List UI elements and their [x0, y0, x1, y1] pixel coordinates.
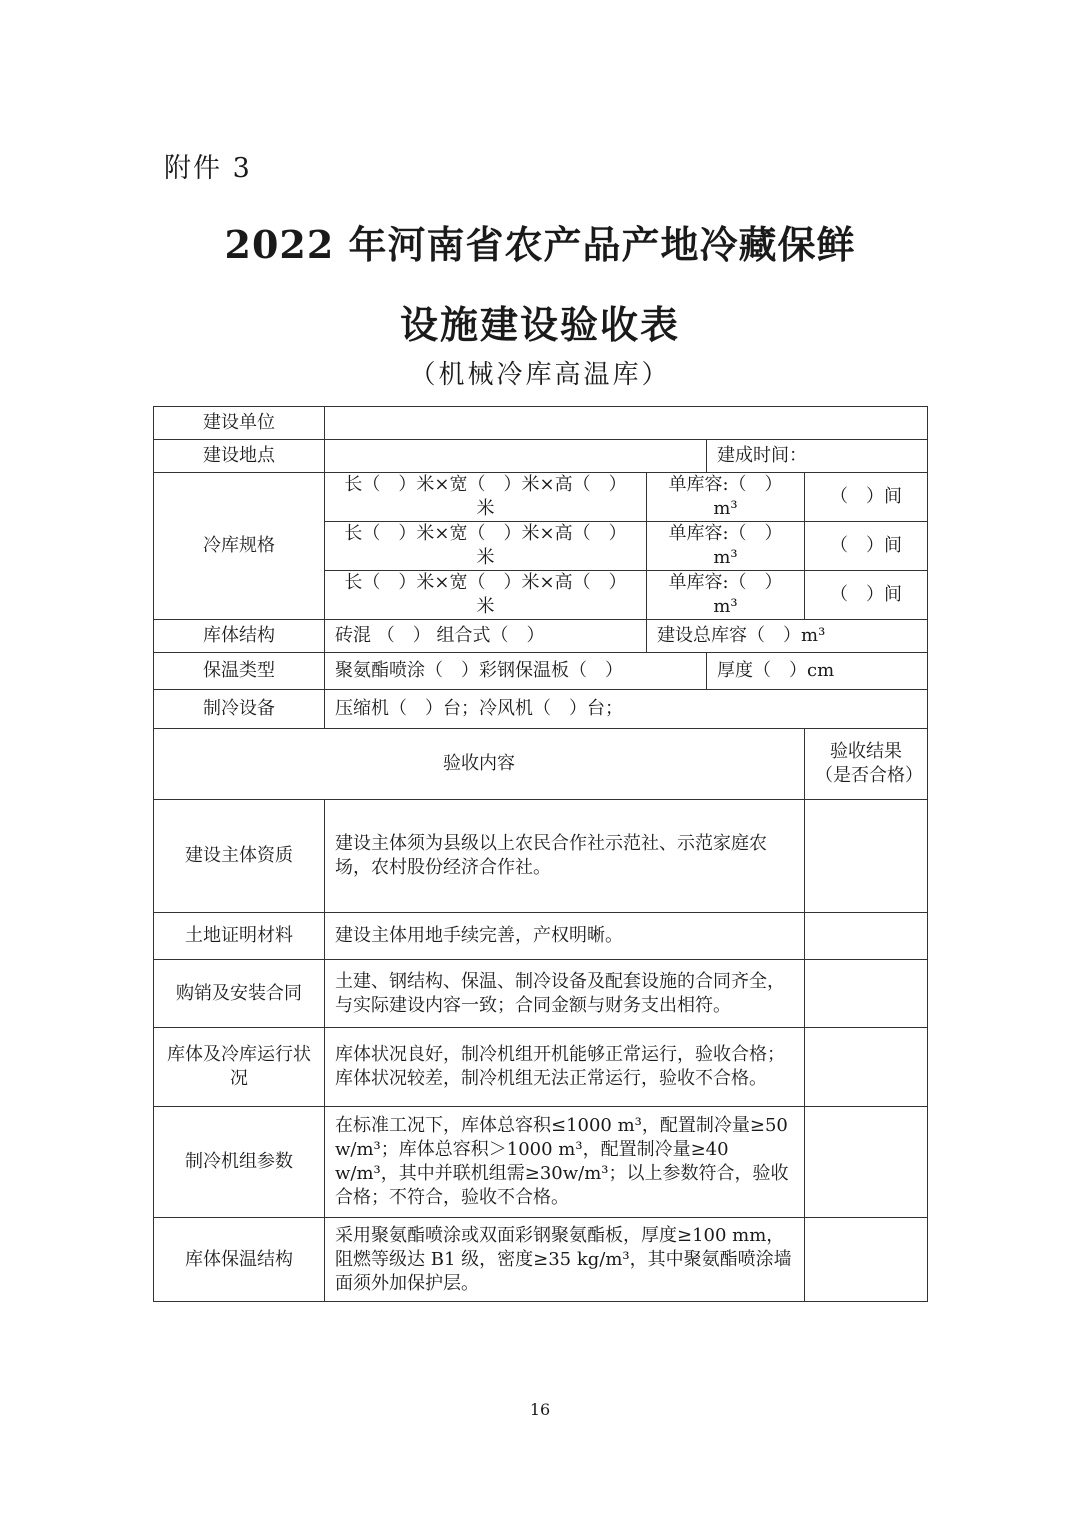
spec-dimensions-line1: 长（ ）米×宽（ ）米×高（ ） — [344, 523, 627, 544]
acceptance-content-header: 验收内容 — [154, 729, 805, 800]
row-acceptance-header — [154, 729, 928, 800]
construction-location-label: 建设地点 — [154, 440, 325, 473]
document-title-line2: 设施建设验收表 — [399, 302, 680, 347]
acceptance-result-field[interactable] — [805, 913, 928, 960]
spec-capacity-line1: 单库容:（ ） — [668, 523, 783, 544]
acceptance-result-field[interactable] — [805, 1107, 928, 1218]
acceptance-result-field[interactable] — [805, 1218, 928, 1302]
document-title-line1: 2022 年河南省农产品产地冷藏保鲜 — [224, 222, 856, 267]
construction-location-field[interactable] — [325, 440, 707, 473]
acceptance-item-content: 库体状况良好，制冷机组开机能够正常运行，验收合格；库体状况较差，制冷机组无法正常运行，验收不合格。 — [325, 1028, 805, 1107]
acceptance-row — [154, 960, 928, 1028]
acceptance-result-header: 验收结果（是否合格） — [805, 729, 928, 800]
spec-dimensions-line1: 长（ ）米×宽（ ）米×高（ ） — [344, 474, 627, 495]
row-insulation — [154, 653, 928, 690]
row-construction-location — [154, 440, 928, 473]
spec-capacity-field[interactable] — [647, 473, 805, 522]
insulation-type-field[interactable]: 聚氨酯喷涂（ ）彩钢保温板（ ） — [325, 653, 707, 690]
spec-capacity-field[interactable] — [647, 571, 805, 620]
structure-label: 库体结构 — [154, 620, 325, 653]
spec-capacity-line1: 单库容:（ ） — [668, 474, 783, 495]
spec-dimensions-field[interactable] — [325, 522, 647, 571]
attachment-label: 附件 3 — [164, 153, 252, 184]
spec-room-count-field[interactable]: （ ）间 — [805, 522, 928, 571]
acceptance-item-label: 购销及安装合同 — [154, 960, 325, 1028]
acceptance-item-label: 制冷机组参数 — [154, 1107, 325, 1218]
acceptance-result-field[interactable] — [805, 1028, 928, 1107]
acceptance-item-content: 建设主体用地手续完善，产权明晰。 — [325, 913, 805, 960]
acceptance-row — [154, 1218, 928, 1302]
spec-capacity-field[interactable] — [647, 522, 805, 571]
acceptance-item-content: 在标准工况下，库体总容积≤1000 m³，配置制冷量≥50 w/m³；库体总容积＞1000 m³，配置制冷量≥40 w/m³，其中并联机组需≥30w/m³；以上参数符合，验收合格；不符合，验收不合格。 — [325, 1107, 805, 1218]
cold-storage-spec-label: 冷库规格 — [154, 473, 325, 620]
acceptance-item-label: 库体保温结构 — [154, 1218, 325, 1302]
completion-time-field[interactable]: 建成时间： — [707, 440, 928, 473]
row-refrigeration — [154, 690, 928, 729]
spec-capacity-unit: m³ — [713, 498, 738, 519]
acceptance-row — [154, 1107, 928, 1218]
refrigeration-equipment-field[interactable]: 压缩机（ ）台；冷风机（ ）台； — [325, 690, 928, 729]
acceptance-item-content: 建设主体须为县级以上农民合作社示范社、示范家庭农场，农村股份经济合作社。 — [325, 800, 805, 913]
acceptance-item-label: 库体及冷库运行状况 — [154, 1028, 325, 1107]
construction-unit-field[interactable] — [325, 407, 928, 440]
acceptance-item-label: 土地证明材料 — [154, 913, 325, 960]
insulation-label: 保温类型 — [154, 653, 325, 690]
spec-capacity-unit: m³ — [713, 547, 738, 568]
spec-dimensions-line2: 米 — [476, 547, 495, 568]
spec-dimensions-line2: 米 — [476, 596, 495, 617]
row-construction-unit — [154, 407, 928, 440]
spec-dimensions-line2: 米 — [476, 498, 495, 519]
acceptance-item-content: 采用聚氨酯喷涂或双面彩钢聚氨酯板，厚度≥100 mm，阻燃等级达 B1 级，密度≥35 kg/m³，其中聚氨酯喷涂墙面须外加保护层。 — [325, 1218, 805, 1302]
spec-capacity-line1: 单库容:（ ） — [668, 572, 783, 593]
spec-room-count-field[interactable]: （ ）间 — [805, 571, 928, 620]
acceptance-item-label: 建设主体资质 — [154, 800, 325, 913]
construction-unit-label: 建设单位 — [154, 407, 325, 440]
acceptance-result-field[interactable] — [805, 960, 928, 1028]
acceptance-item-content: 土建、钢结构、保温、制冷设备及配套设施的合同齐全，与实际建设内容一致；合同金额与财务支出相符。 — [325, 960, 805, 1028]
structure-type-field[interactable]: 砖混 （ ） 组合式（ ） — [325, 620, 647, 653]
page-number: 16 — [529, 1400, 551, 1419]
acceptance-row — [154, 1028, 928, 1107]
refrigeration-label: 制冷设备 — [154, 690, 325, 729]
spec-dimensions-field[interactable] — [325, 473, 647, 522]
spec-dimensions-line1: 长（ ）米×宽（ ）米×高（ ） — [344, 572, 627, 593]
spec-room-count-field[interactable]: （ ）间 — [805, 473, 928, 522]
acceptance-row — [154, 800, 928, 913]
acceptance-row — [154, 913, 928, 960]
row-spec-1 — [154, 473, 928, 522]
total-capacity-field[interactable]: 建设总库容（ ）m³ — [647, 620, 928, 653]
acceptance-form-table — [153, 406, 928, 1302]
spec-capacity-unit: m³ — [713, 596, 738, 617]
row-structure — [154, 620, 928, 653]
spec-dimensions-field[interactable] — [325, 571, 647, 620]
acceptance-result-field[interactable] — [805, 800, 928, 913]
thickness-field[interactable]: 厚度（ ）cm — [707, 653, 928, 690]
document-subtitle: （机械冷库高温库） — [409, 360, 671, 390]
